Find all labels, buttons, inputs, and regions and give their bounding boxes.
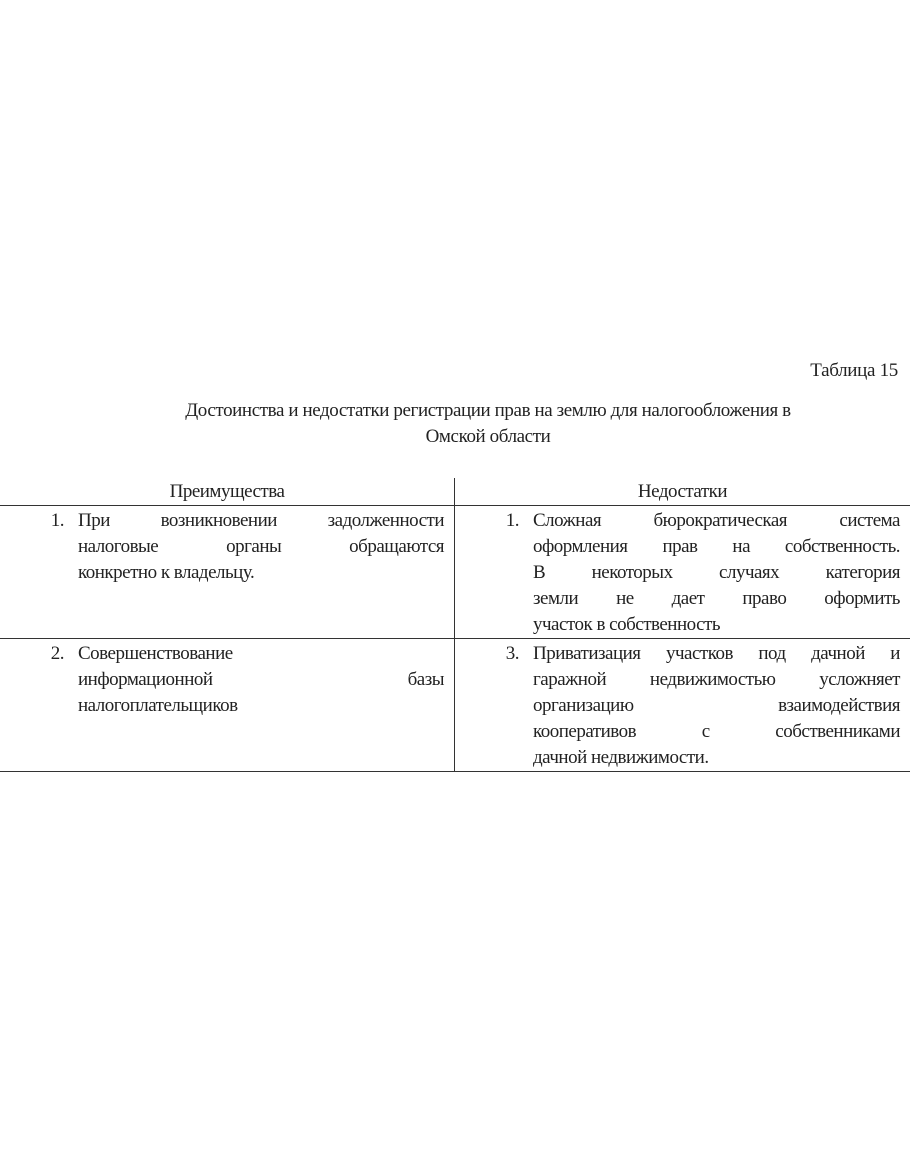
- text-line: налоговые органы обращаются: [78, 536, 444, 557]
- header-advantages: Преимущества: [0, 478, 455, 506]
- text-line: гаражной недвижимостью усложняет: [533, 669, 900, 690]
- table-row: [0, 506, 910, 639]
- item-text: [533, 508, 910, 638]
- disadvantage-cell: [455, 506, 910, 639]
- disadvantage-cell: [455, 639, 910, 772]
- table-row: [0, 639, 910, 772]
- text-line: Совершенствование: [78, 643, 233, 664]
- text-line: дачной недвижимости.: [533, 747, 709, 768]
- text-line: земли не дает право оформить: [533, 588, 900, 609]
- text-line: организацию взаимодействия: [533, 695, 900, 716]
- text-line: В некоторых случаях категория: [533, 562, 900, 583]
- item-number: 3.: [505, 643, 519, 664]
- text-line: оформления прав на собственность.: [533, 536, 900, 557]
- item-text: [533, 641, 910, 771]
- table-title: [60, 398, 910, 450]
- text-line: конкретно к владельцу.: [78, 562, 255, 583]
- table-number: Таблица 15: [810, 360, 898, 381]
- item-number: 1.: [505, 510, 519, 531]
- text-line: участок в собственность: [533, 614, 721, 635]
- header-row: [0, 478, 910, 506]
- item-text: [78, 641, 454, 719]
- title-line: Омской области: [425, 426, 551, 447]
- text-line: информационной базы: [78, 669, 444, 690]
- advantage-cell: [0, 639, 455, 772]
- text-line: Приватизация участков под дачной и: [533, 643, 900, 664]
- text-line: При возникновении задолженности: [78, 510, 444, 531]
- comparison-table: [0, 478, 910, 772]
- item-text: [78, 508, 454, 586]
- item-number: 2.: [50, 643, 64, 664]
- item-number: 1.: [50, 510, 64, 531]
- text-line: Сложная бюрократическая система: [533, 510, 900, 531]
- text-line: кооперативов с собственниками: [533, 721, 900, 742]
- title-line: Достоинства и недостатки регистрации прав на землю для налогообложения в: [185, 400, 791, 421]
- advantage-cell: [0, 506, 455, 639]
- text-line: налогоплательщиков: [78, 695, 238, 716]
- header-disadvantages: Недостатки: [455, 478, 910, 506]
